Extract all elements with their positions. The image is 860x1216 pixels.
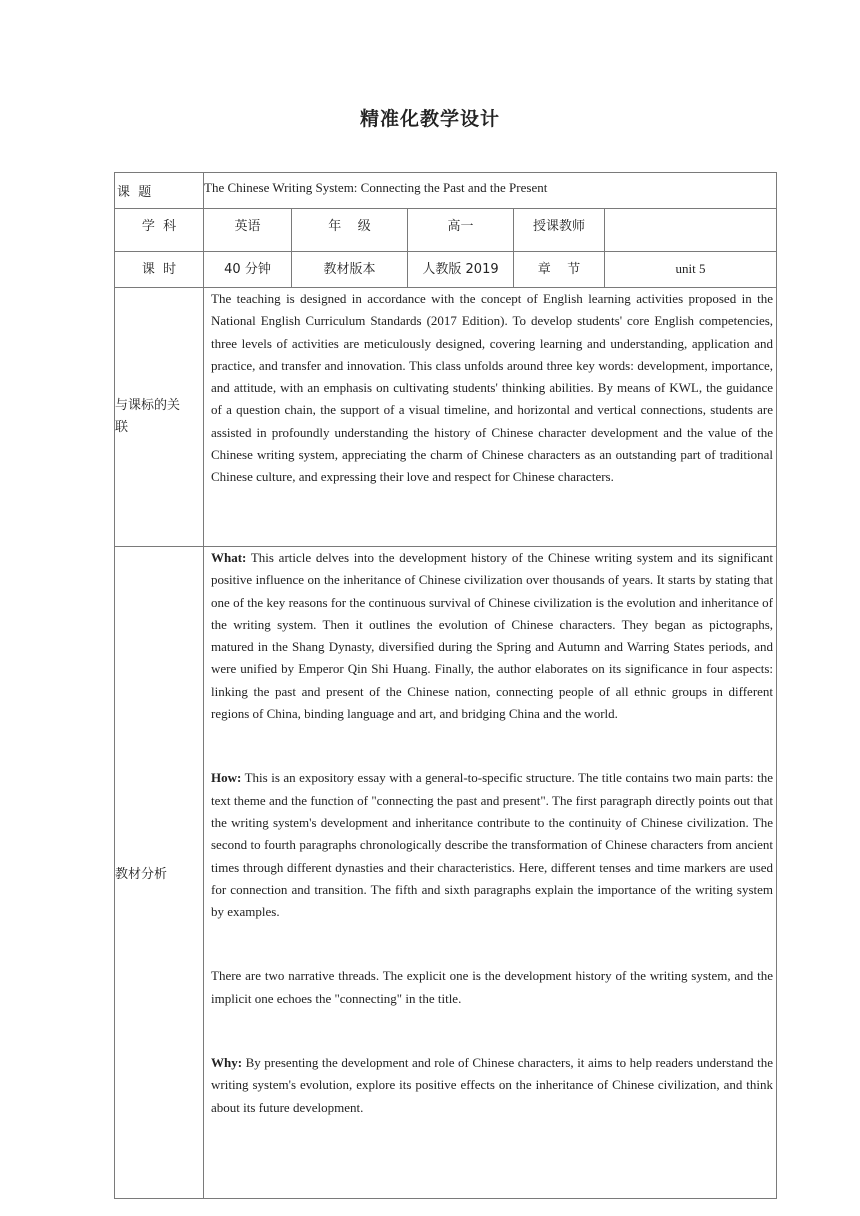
analysis-label-cell [115, 547, 204, 1199]
teacher-label: 授课教师 [532, 219, 585, 234]
period-label-cell [115, 252, 204, 288]
threads-paragraph: There are two narrative threads. The explicit one is the development history of the writing system, and the implicit one echoes the "connecting" in the title. [211, 968, 774, 1006]
period-value: 40 分钟 [224, 262, 271, 277]
analysis-row [115, 547, 777, 1199]
curriculum-label: 与课标的关联 [115, 398, 181, 435]
topic-value-cell [204, 173, 777, 209]
edition-label-cell [292, 252, 408, 288]
topic-value: The Chinese Writing System: Connecting the Past and the Present [204, 180, 548, 195]
analysis-label: 教材分析 [115, 867, 168, 882]
period-row [115, 252, 777, 288]
how-text: This is an expository essay with a general-to-specific structure. The title contains two main parts: the text theme and the function of "connecting the past and present". The first paragraph directly points out that the writing system's development and inheritance contribute to the continuity of Chinese civilization. The second to fourth paragraphs chronologically describe the transformation of Chinese characters from ancient times through different dynasties and their characteristics. Here, different tenses and time markers are used for connection and transition. The fifth and sixth paragraphs explain the importance of the writing system by examples. [211, 770, 774, 920]
why-text: By presenting the development and role of Chinese characters, it aims to help readers understand the writing system's evolution, explore its positive effects on the inheritance of Chinese civilization, and think about its future development. [211, 1055, 774, 1115]
subject-row [115, 209, 777, 252]
analysis-text-cell [204, 547, 777, 1199]
chapter-value-cell [605, 252, 777, 288]
edition-value: 人教版 2019 [422, 262, 499, 277]
chapter-value: unit 5 [675, 261, 706, 276]
subject-value: 英语 [234, 219, 261, 234]
period-value-cell [204, 252, 292, 288]
edition-value-cell [408, 252, 514, 288]
topic-label: 课 题 [117, 185, 152, 200]
teacher-value-cell [605, 209, 777, 252]
grade-label: 年 级 [328, 219, 371, 234]
grade-label-cell [292, 209, 408, 252]
grade-value-cell [408, 209, 514, 252]
curriculum-text: The teaching is designed in accordance with the concept of English learning activities proposed in the National English Curriculum Standards (2017 Edition). To develop students' core English competencies, three levels of activities are meticulously designed, covering learning and understanding, application and practice, and transfer and innovation. This class unfolds around three key words: development, importance, and attitude, with an emphasis on cultivating students' thinking abilities. By means of KWL, the guidance of a question chain, the support of a visual timeline, and horizontal and vertical connections, students are assisted in profoundly understanding the history of Chinese character development and the value of the Chinese writing system, appreciating the charm of Chinese characters as an outstanding part of traditional Chinese culture, and expressing their love and respect for Chinese characters. [211, 291, 774, 485]
how-label: How: [211, 770, 242, 786]
what-label: What: [211, 550, 247, 565]
curriculum-row [115, 288, 777, 547]
curriculum-label-cell [115, 288, 204, 547]
topic-label-cell [115, 173, 204, 209]
grade-value: 高一 [447, 219, 474, 234]
chapter-label: 章 节 [537, 262, 581, 277]
period-label: 课 时 [141, 262, 177, 277]
subject-label-cell [115, 209, 204, 252]
teacher-label-cell [514, 209, 605, 252]
topic-row [115, 173, 777, 209]
why-paragraph [211, 1052, 773, 1119]
why-label: Why: [211, 1055, 243, 1071]
how-paragraph [211, 767, 773, 923]
curriculum-text-cell [204, 288, 777, 547]
page-title: 精准化教学设计 [359, 108, 500, 130]
lesson-plan-table [114, 172, 777, 1199]
what-paragraph [211, 547, 773, 725]
edition-label: 教材版本 [323, 262, 376, 277]
subject-value-cell [204, 209, 292, 252]
subject-label: 学 科 [141, 219, 177, 234]
what-text: This article delves into the development history of the Chinese writing system and its significant positive influence on the inheritance of Chinese civilization over thousands of years. It starts by stating that one of the key reasons for the continuous survival of Chinese civilization is the evolution and inheritance of the writing system. Then it outlines the evolution of Chinese characters. They began as pictographs, matured in the Shang Dynasty, diversified during the Spring and Autumn and Warring States periods, and were unified by Emperor Qin Shi Huang. Finally, the author elaborates on its significance in four aspects: linking the past and present of the Chinese nation, connecting people of all ethnic groups in different regions of China, binding language and art, and bridging China and the world. [211, 550, 774, 722]
chapter-label-cell [514, 252, 605, 288]
